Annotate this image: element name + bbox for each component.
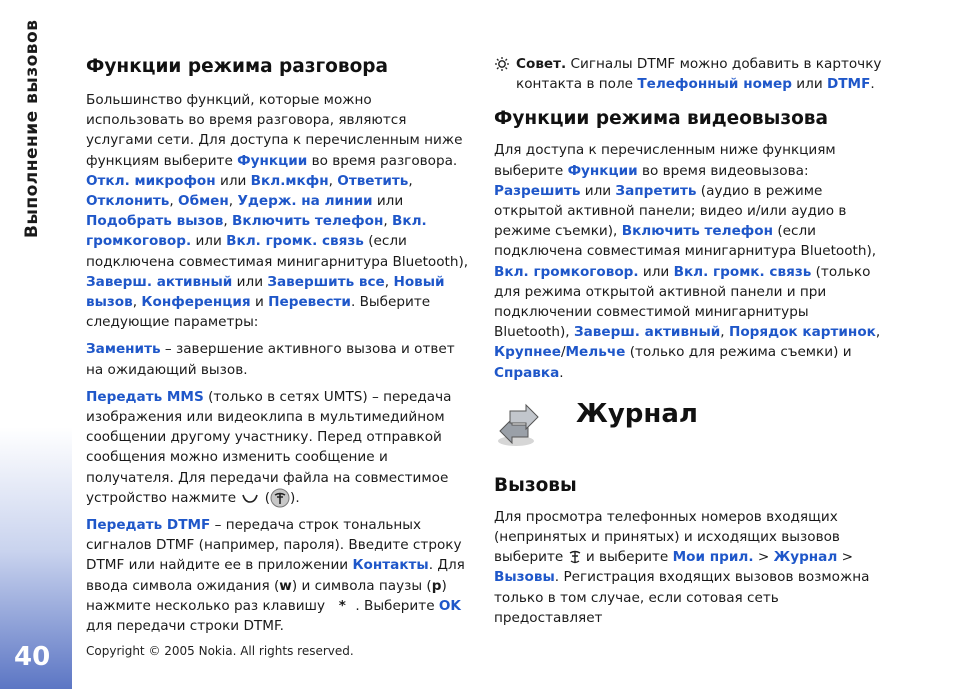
link-end-active[interactable]: Заверш. активный (86, 273, 233, 290)
link-swap[interactable]: Обмен (178, 193, 229, 210)
link-loudspeaker[interactable]: Вкл. громкоговор. (494, 263, 639, 280)
tip-label: Совет. (516, 56, 567, 72)
link-help[interactable]: Справка (494, 364, 560, 381)
copyright-footer: Copyright © 2005 Nokia. All rights reserved. (86, 644, 354, 658)
link-contacts[interactable]: Контакты (352, 557, 429, 574)
text: Сигналы DTMF можно добавить в карточку контакта в поле (516, 56, 882, 93)
link-allow[interactable]: Разрешить (494, 182, 581, 199)
text: (только в сетях UMTS) – передача изображения или видеоклипа в мультимедийном сообщении другому участнику. Перед отправкой сообщения можно изменить сообщение и получателя. Для передачи файла на совместимое устройство нажмите (86, 388, 452, 506)
pause-symbol: p (431, 577, 442, 594)
text: во время разговора. (307, 152, 458, 169)
link-ok[interactable]: OK (438, 597, 461, 614)
text: , (384, 273, 394, 290)
link-functions[interactable]: Функции (237, 152, 308, 169)
text: . (559, 364, 564, 381)
text: , (383, 213, 393, 230)
link-hold[interactable]: Удерж. на линии (237, 193, 373, 210)
text: > (753, 549, 774, 566)
text: . Для ввода символа ожидания ( (86, 557, 465, 594)
link-dtmf[interactable]: DTMF (826, 76, 871, 93)
link-calls[interactable]: Вызовы (494, 569, 555, 586)
journal-icon (494, 401, 544, 449)
journal-title: Журнал (576, 398, 698, 429)
joystick-icon (270, 488, 290, 508)
text: , (875, 324, 881, 341)
text: (только для режима съемки) и (625, 344, 852, 361)
link-phone-number[interactable]: Телефонный номер (637, 76, 792, 93)
link-handsfree[interactable]: Вкл. громк. связь (226, 233, 364, 250)
text: (если подключена совместимая минигарнитура Bluetooth), (494, 223, 877, 260)
text: или (232, 273, 268, 290)
text: (если подключена совместимая минигарнитура Bluetooth), (86, 233, 469, 270)
link-replace[interactable]: Заменить (86, 341, 161, 358)
link-answer[interactable]: Ответить (337, 172, 409, 189)
text: или (191, 233, 227, 250)
link-mute[interactable]: Откл. микрофон (86, 172, 216, 189)
link-handset[interactable]: Включить телефон (232, 213, 384, 230)
text: и (250, 294, 269, 311)
link-journal[interactable]: Журнал (773, 549, 838, 566)
paragraph-video-functions (494, 140, 886, 382)
text: для передачи строки DTMF. (86, 618, 284, 635)
text: во время видеовызова: (637, 162, 809, 179)
text: . Выберите следующие параметры: (86, 294, 431, 331)
paragraph-send-dtmf (86, 515, 470, 636)
text: > (837, 549, 854, 566)
text: ) нажмите несколько раз клавишу (86, 577, 447, 614)
link-new-call[interactable]: Новый вызов (86, 273, 445, 311)
link-handset[interactable]: Включить телефон (621, 223, 774, 240)
link-loudspeaker[interactable]: Вкл. громкоговор. (86, 213, 427, 250)
text: , (132, 294, 142, 311)
link-reject[interactable]: Отклонить (86, 193, 170, 210)
link-image-order[interactable]: Порядок картинок (728, 324, 876, 341)
wait-symbol: w (279, 577, 292, 594)
heading-calls: Вызовы (494, 474, 577, 496)
send-key-icon (240, 491, 260, 505)
link-send-mms[interactable]: Передать MMS (86, 388, 204, 405)
link-zoom-in[interactable]: Крупнее (494, 344, 561, 361)
heading-video-functions: Функции режима видеовызова (494, 108, 828, 130)
text: , (408, 172, 413, 189)
paragraph-calls (494, 507, 886, 628)
link-end-active[interactable]: Заверш. активный (573, 324, 721, 341)
text: или (580, 182, 616, 199)
link-functions[interactable]: Функции (567, 162, 638, 179)
page-number: 40 (14, 642, 51, 672)
text: / (560, 344, 566, 361)
text: (только для режима открытой активной панели и при подключении совместимой минигарнитуры Bluetooth), (494, 263, 871, 341)
menu-key-icon (568, 549, 582, 565)
text: , (228, 193, 238, 210)
link-end-all[interactable]: Завершить все (267, 273, 385, 290)
text: или (791, 76, 827, 93)
text: , (720, 324, 729, 341)
section-title: Выполнение вызовов (22, 20, 42, 239)
text: – передача строк тональных сигналов DTMF (например, пароля). Введите строку DTMF или найдите ее в приложении (86, 517, 462, 574)
left-column (86, 54, 470, 643)
link-transfer[interactable]: Перевести (268, 294, 351, 311)
link-zoom-out[interactable]: Мельче (565, 344, 626, 361)
link-conference[interactable]: Конференция (141, 294, 251, 311)
text: или (638, 263, 674, 280)
text: ) и символа паузы ( (291, 577, 432, 594)
right-column (494, 54, 886, 635)
text: Для доступа к перечисленным ниже функциям выберите (494, 142, 836, 179)
text: ( (260, 489, 271, 506)
text: Для просмотра телефонных номеров входящих (непринятых и принятых) и исходящих вызовов выберите (494, 508, 840, 566)
text: – завершение активного вызова и ответ на ожидающий вызов. (86, 341, 455, 378)
paragraph-send-mms (86, 387, 470, 508)
text: . Регистрация входящих вызовов возможна только в том случае, если сотовая сеть предоставляет (494, 569, 870, 626)
journal-section-header (494, 397, 886, 467)
text: или (215, 172, 251, 189)
text: и выберите (581, 549, 673, 566)
paragraph-replace (86, 339, 470, 379)
paragraph-call-functions (86, 90, 470, 332)
tip-box (494, 54, 886, 94)
text: , (223, 213, 233, 230)
text: , (169, 193, 179, 210)
link-unmute[interactable]: Вкл.мкфн (250, 172, 329, 189)
heading-call-functions: Функции режима разговора (86, 56, 389, 77)
link-deny[interactable]: Запретить (615, 182, 697, 199)
text: ). (290, 489, 300, 506)
asterisk-key-icon: * (338, 597, 346, 614)
link-handsfree[interactable]: Вкл. громк. связь (673, 263, 812, 280)
link-send-dtmf[interactable]: Передать DTMF (86, 517, 211, 534)
text: . (870, 76, 875, 93)
text: или (372, 193, 404, 210)
link-pickup[interactable]: Подобрать вызов (86, 213, 224, 230)
link-my-apps[interactable]: Мои прил. (672, 549, 754, 566)
sidebar (0, 0, 72, 689)
text: . Выберите (355, 597, 439, 614)
text: Большинство функций, которые можно использовать во время разговора, являются услугами сети. Для доступа к перечисленным ниже функциям выберите (86, 92, 463, 169)
text: (аудио в режиме открытой активной панели; видео и/или аудио в режиме съемки), (494, 182, 847, 240)
tip-bulb-icon (494, 56, 510, 72)
text: , (328, 172, 338, 189)
